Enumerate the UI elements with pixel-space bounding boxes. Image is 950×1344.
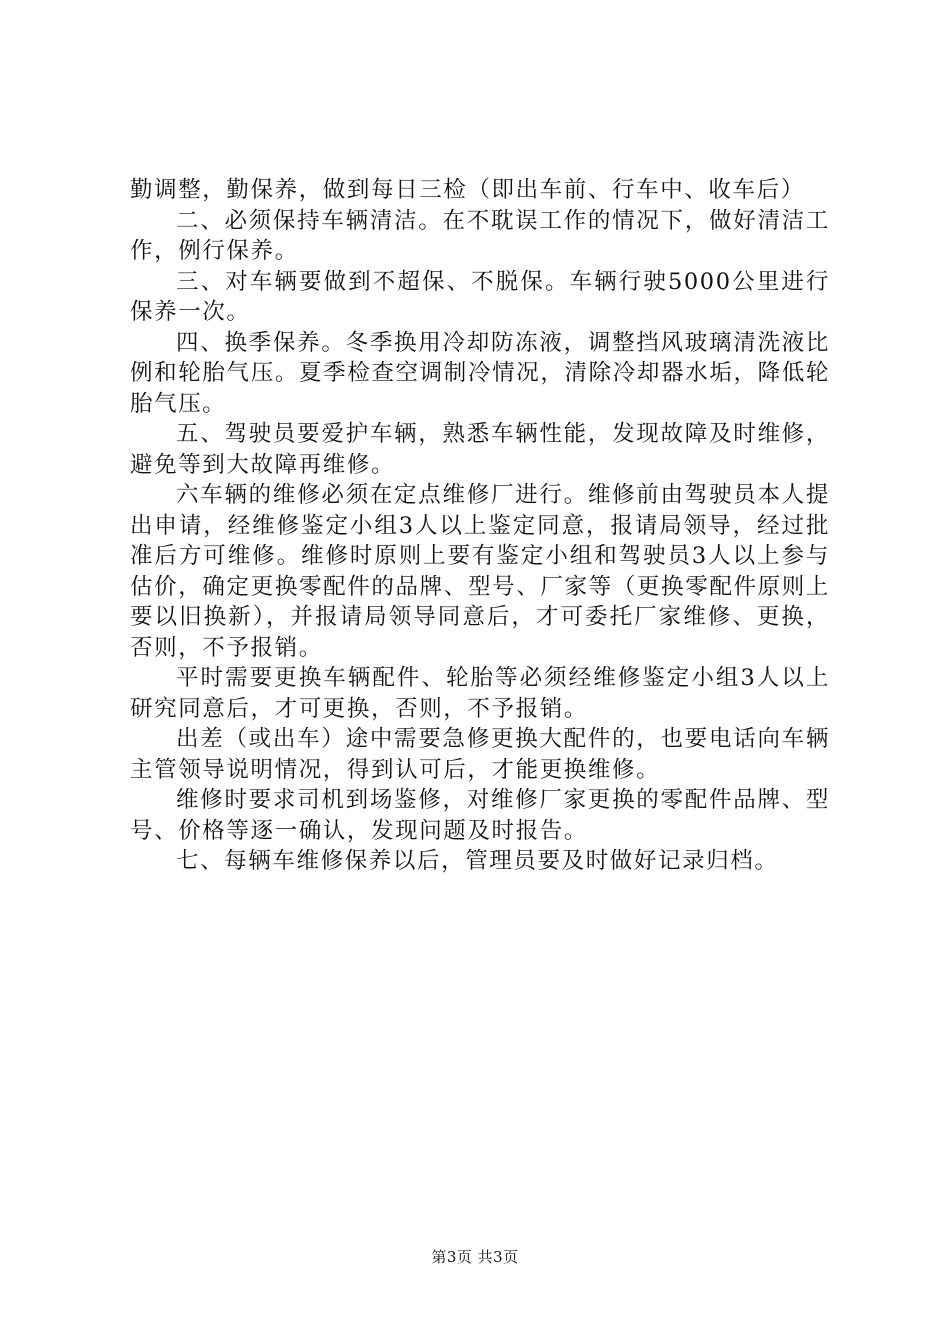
paragraph-6: 六车辆的维修必须在定点维修厂进行。维修前由驾驶员本人提出申请，经维修鉴定小组3人以上鉴定同意，报请局领导，经过批准后方可维修。维修时原则上要有鉴定小组和驾驶员3人以上参与估价，确定更换零配件的品牌、型号、厂家等（更换零配件原则上要以旧换新），并报请局领导同意后，才可委托厂家维修、更换，否则，不予报销。 [130, 482, 830, 661]
paragraph-4: 四、换季保养。冬季换用冷却防冻液，调整挡风玻璃清洗液比例和轮胎气压。夏季检查空调制冷情况，清除冷却器水垢，降低轮胎气压。 [130, 329, 830, 417]
page-footer: 第3页 共3页 [431, 1248, 519, 1266]
paragraph-7: 平时需要更换车辆配件、轮胎等必须经维修鉴定小组3人以上研究同意后，才可更换，否则，不予报销。 [130, 665, 830, 722]
document-body [130, 175, 830, 877]
paragraph-3: 三、对车辆要做到不超保、不脱保。车辆行驶5000公里进行保养一次。 [130, 268, 830, 325]
paragraph-5: 五、驾驶员要爱护车辆，熟悉车辆性能，发现故障及时维修，避免等到大故障再维修。 [130, 421, 830, 478]
paragraph-8: 出差（或出车）途中需要急修更换大配件的，也要电话向车辆主管领导说明情况，得到认可后，才能更换维修。 [130, 726, 830, 783]
paragraph-9: 维修时要求司机到场鉴修，对维修厂家更换的零配件品牌、型号、价格等逐一确认，发现问题及时报告。 [130, 787, 830, 844]
paragraph-1: 勤调整，勤保养，做到每日三检（即出车前、行车中、收车后） [130, 177, 805, 203]
paragraph-2: 二、必须保持车辆清洁。在不耽误工作的情况下，做好清洁工作，例行保养。 [130, 207, 830, 264]
paragraph-10: 七、每辆车维修保养以后，管理员要及时做好记录归档。 [176, 848, 779, 874]
